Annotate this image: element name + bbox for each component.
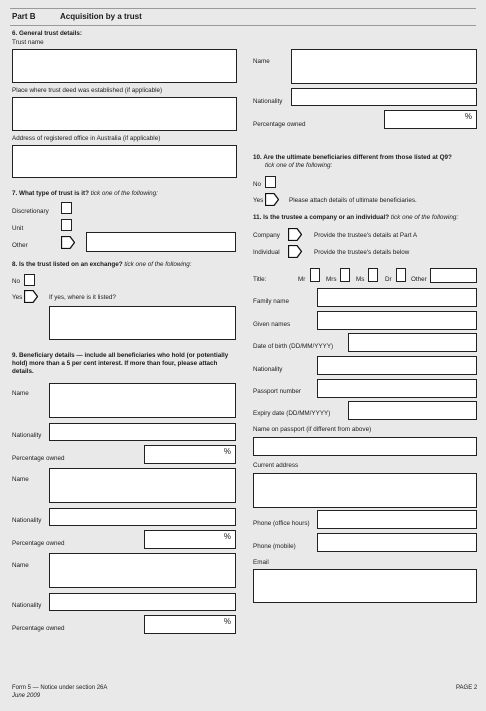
passport-name-label: Name on passport (if different from above) [253, 426, 372, 433]
title-dr-checkbox[interactable] [396, 268, 406, 282]
family-name-field[interactable] [317, 288, 477, 307]
beneficiary-1-pct-label: Percentage owned [12, 455, 65, 462]
title-ms-checkbox[interactable] [368, 268, 378, 282]
title-other-field[interactable] [430, 268, 477, 283]
office-address-label: Address of registered office in Australia (if applicable) [12, 135, 161, 142]
email-label: Email [253, 559, 269, 566]
q11-individual-arrow-icon[interactable] [288, 245, 302, 258]
beneficiary-4-pct-label: Percentage owned [253, 121, 306, 128]
q11-company-label: Company [253, 232, 280, 239]
deed-place-label: Place where trust deed was established (if applicable) [12, 87, 163, 94]
title-other-label: Other [411, 276, 427, 283]
title-mr-checkbox[interactable] [310, 268, 320, 282]
q11-question: 11. Is the trustee a company or an individual? tick one of the following: [253, 214, 459, 221]
percent-sign: % [464, 112, 472, 121]
beneficiary-3-nationality-label: Nationality [12, 602, 42, 609]
q8-yes-arrow-icon[interactable] [24, 290, 38, 303]
q11-individual-label: Individual [253, 249, 280, 256]
percent-sign: % [223, 617, 231, 626]
title-label: Title: [253, 276, 267, 283]
q8-no-label: No [12, 278, 21, 285]
header-rule [10, 8, 476, 9]
percent-sign: % [223, 532, 231, 541]
title-dr-label: Dr [385, 276, 392, 283]
passport-label: Passport number [253, 388, 301, 395]
beneficiary-1-name-field[interactable] [49, 383, 236, 418]
beneficiary-4-name-field[interactable] [291, 49, 477, 84]
office-address-field[interactable] [12, 145, 237, 178]
dob-field[interactable] [348, 333, 477, 352]
footer-date: June 2009 [12, 693, 41, 699]
option-other-label: Other [12, 242, 28, 249]
q10-yes-label: Yes [253, 197, 264, 204]
title-mr-label: Mr [298, 276, 306, 283]
other-checkbox-arrow-icon[interactable] [61, 236, 75, 249]
q11-company-note: Provide the trustee's details at Part A [314, 232, 418, 239]
beneficiary-4-name-label: Name [253, 58, 270, 65]
expiry-field[interactable] [348, 401, 477, 420]
page-title: Acquisition by a trust [60, 12, 142, 21]
given-names-label: Given names [253, 321, 291, 328]
header-rule-bottom [10, 25, 476, 26]
listed-where-label: If yes, where is it listed? [49, 294, 116, 301]
beneficiary-2-pct-label: Percentage owned [12, 540, 65, 547]
title-mrs-label: Mrs [326, 276, 337, 283]
footer-form-label: Form 5 — Notice under section 26A [12, 685, 108, 691]
beneficiary-4-nationality-field[interactable] [291, 88, 477, 106]
beneficiary-1-pct-field[interactable] [144, 445, 236, 464]
beneficiary-2-name-label: Name [12, 476, 29, 483]
beneficiary-2-nationality-label: Nationality [12, 517, 42, 524]
passport-name-field[interactable] [253, 437, 477, 456]
q8-yes-label: Yes [12, 294, 23, 301]
beneficiary-3-name-field[interactable] [49, 553, 236, 588]
beneficiary-3-pct-field[interactable] [144, 615, 236, 634]
phone-mobile-field[interactable] [317, 533, 477, 552]
given-names-field[interactable] [317, 311, 477, 330]
q6-heading: 6. General trust details: [12, 30, 82, 37]
phone-office-label: Phone (office hours) [253, 520, 310, 527]
deed-place-field[interactable] [12, 97, 237, 131]
q10-no-label: No [253, 181, 262, 188]
q10-no-checkbox[interactable] [265, 176, 276, 188]
beneficiary-2-pct-field[interactable] [144, 530, 236, 549]
q10-yes-note: Please attach details of ultimate beneficiaries. [289, 197, 417, 204]
beneficiary-4-nationality-label: Nationality [253, 98, 283, 105]
q11-individual-note: Provide the trustee's details below [314, 249, 410, 256]
beneficiary-3-name-label: Name [12, 562, 29, 569]
beneficiary-2-name-field[interactable] [49, 468, 236, 503]
trustee-nationality-label: Nationality [253, 366, 283, 373]
beneficiary-1-name-label: Name [12, 390, 29, 397]
q10-hint: tick one of the following: [265, 162, 333, 169]
passport-field[interactable] [317, 379, 477, 398]
beneficiary-1-nationality-label: Nationality [12, 432, 42, 439]
address-label: Current address [253, 462, 299, 469]
trust-name-label: Trust name [12, 39, 44, 46]
title-ms-label: Ms [356, 276, 365, 283]
page-number: PAGE 2 [456, 685, 478, 691]
beneficiary-3-nationality-field[interactable] [49, 593, 236, 611]
other-trust-type-field[interactable] [86, 232, 236, 252]
email-field[interactable] [253, 569, 477, 603]
title-mrs-checkbox[interactable] [340, 268, 350, 282]
option-unit-label: Unit [12, 225, 24, 232]
q10-yes-arrow-icon[interactable] [265, 193, 279, 206]
beneficiary-2-nationality-field[interactable] [49, 508, 236, 526]
part-label: Part B [12, 12, 36, 21]
beneficiary-4-pct-field[interactable] [384, 110, 477, 129]
q11-company-arrow-icon[interactable] [288, 228, 302, 241]
q8-question: 8. Is the trust listed on an exchange? tick one of the following: [12, 261, 192, 268]
percent-sign: % [223, 447, 231, 456]
family-name-label: Family name [253, 298, 290, 305]
beneficiary-3-pct-label: Percentage owned [12, 625, 65, 632]
q7-question: 7. What type of trust is it? tick one of the following: [12, 190, 158, 197]
unit-checkbox[interactable] [61, 219, 72, 231]
phone-office-field[interactable] [317, 510, 477, 529]
expiry-label: Expiry date (DD/MM/YYYY) [253, 410, 331, 417]
trust-name-field[interactable] [12, 49, 237, 83]
q10-heading: 10. Are the ultimate beneficiaries different from those listed at Q9? [253, 154, 452, 161]
q8-no-checkbox[interactable] [24, 274, 35, 286]
address-field[interactable] [253, 473, 477, 508]
dob-label: Date of birth (DD/MM/YYYY) [253, 343, 334, 350]
beneficiary-1-nationality-field[interactable] [49, 423, 236, 441]
listed-where-field[interactable] [49, 306, 236, 340]
option-discretionary-label: Discretionary [12, 208, 49, 215]
discretionary-checkbox[interactable] [61, 202, 72, 214]
trustee-nationality-field[interactable] [317, 356, 477, 375]
q9-heading: 9. Beneficiary details — include all beneficiaries who hold (or potentially hold) more than a 5 per cent interest. If more than four, please attach details. [12, 352, 229, 375]
phone-mobile-label: Phone (mobile) [253, 543, 296, 550]
